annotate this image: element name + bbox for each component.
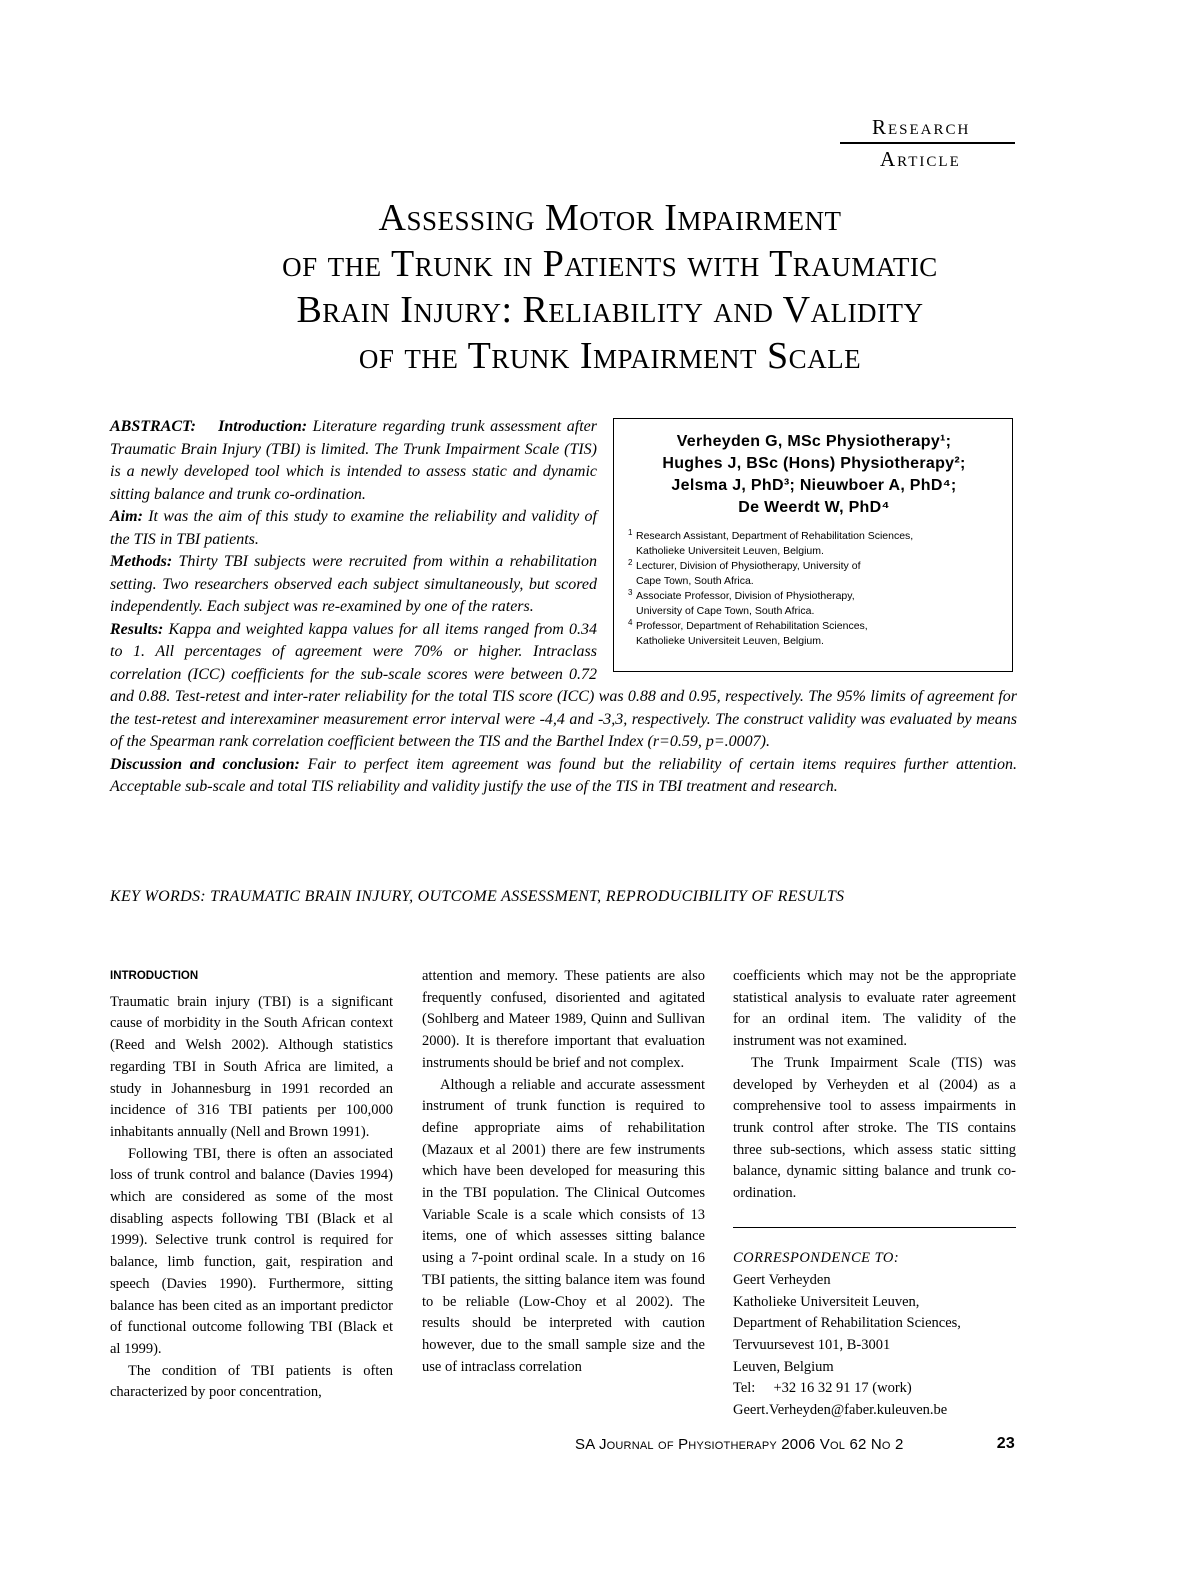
aim-label: Aim:: [110, 508, 143, 525]
page-footer: [575, 1436, 1015, 1453]
body-column-3: [733, 966, 1016, 1422]
title-line-1: Assessing Motor Impairment: [378, 197, 842, 239]
author-list: [626, 431, 1002, 519]
body-column-2: [422, 966, 705, 1378]
affiliation-number: 3: [628, 588, 633, 597]
authors-line-4: De Weerdt W, PhD⁴: [738, 499, 890, 516]
authors-line-3: Jelsma J, PhD³; Nieuwboer A, PhD⁴;: [671, 477, 957, 494]
results-text: Kappa and weighted kappa values for all items ranged from 0.34 to 1. All percentages of agreement were 70% or higher. Intraclass correlation (ICC) coefficients for the sub-scale scores were between 0.72 and 0.88. Test-retest and inter-rater reliability for the total TIS score (ICC) was 0.88 and 0.95, respectively. The 95% limits of agreement for the test-retest and interexaminer measurement error interval were -4,4 and -3,3, respectively. The construct validity was evaluated by means of the Spearman rank correlation coefficient between the TIS and the Barthel Index (r=0.59, p=.0007).: [110, 620, 1017, 750]
intro-label: Introduction:: [218, 418, 308, 435]
correspondence-tel: Tel: +32 16 32 91 17 (work): [733, 1380, 912, 1397]
correspondence-department: Department of Rehabilitation Sciences,: [733, 1315, 961, 1332]
methods-text: Thirty TBI subjects were recruited from within a rehabilitation setting. Two researchers observed each subject simultaneously, but scored independently. Each subject was re-examined by one of the raters.: [110, 553, 597, 615]
correspondence-label: CORRESPONDENCE TO:: [733, 1250, 900, 1267]
authors-line-2: Hughes J, BSc (Hons) Physiotherapy²;: [662, 455, 966, 472]
authors-line-1: Verheyden G, MSc Physiotherapy¹;: [676, 433, 952, 450]
correspondence-street: Tervuursevest 101, B-3001: [733, 1337, 891, 1354]
affiliation-line: Katholieke Universiteit Leuven, Belgium.: [636, 545, 824, 557]
paragraph: Following TBI, there is often an associated loss of trunk control and balance (Davies 1994) which are considered as some of the most disabling aspects following TBI (Black et al 1999). Selective trunk control is required for balance, limb function, gait, respiration and speech (Davies 1990). Furthermore, sitting balance has been cited as an important predictor of functional outcome following TBI (Black et al 1999).: [110, 1145, 393, 1357]
title-line-2: of the Trunk in Patients with Traumatic: [282, 243, 938, 285]
page-number: 23: [996, 1435, 1015, 1452]
affiliation-line: University of Cape Town, South Africa.: [636, 605, 815, 617]
correspondence-city: Leuven, Belgium: [733, 1358, 834, 1375]
affiliation-line: Professor, Department of Rehabilitation Sciences,: [636, 620, 868, 632]
correspondence-divider: [733, 1227, 1016, 1229]
paragraph: coefficients which may not be the appropriate statistical analysis to evaluate rater agreement for an ordinal item. The validity of the instrument was not examined.: [733, 968, 1016, 1050]
affiliation-1: [628, 528, 1002, 559]
affiliation-line: Katholieke Universiteit Leuven, Belgium.: [636, 635, 824, 647]
correspondence-name: Geert Verheyden: [733, 1271, 831, 1288]
affiliation-number: 1: [628, 528, 633, 537]
affiliation-line: Lecturer, Division of Physiotherapy, University of: [636, 560, 861, 572]
affiliation-line: Associate Professor, Division of Physiotherapy,: [636, 590, 855, 602]
methods-label: Methods:: [110, 553, 173, 570]
author-box: [613, 418, 1013, 672]
discussion-text: Fair to perfect item agreement was found but the reliability of certain items requires further attention. Acceptable sub-scale and total TIS reliability and validity justify the use of the TIS in TBI treatment and research.: [110, 755, 1018, 795]
article-title: [100, 195, 1120, 379]
results-label: Results:: [110, 620, 164, 638]
title-line-3: Brain Injury: Reliability and Validity: [296, 289, 924, 331]
paragraph: Although a reliable and accurate assessment instrument of trunk function is required to define appropriate aims of rehabilitation (Mazaux et al 2001) there are few instruments which have been developed for measuring this in the TBI population. The Clinical Outcomes Variable Scale is a scale which consists of 13 items, one of which assesses sitting balance using a 7-point ordinal scale. In a study on 16 TBI patients, the sitting balance item was found to be reliable (Low-Choy et al 2002). The results should be interpreted with caution however, due to the small sample size and the use of intraclass correlation: [422, 1076, 705, 1375]
section-tag-line2: Article: [880, 147, 961, 171]
affiliation-4: [628, 618, 1002, 649]
correspondence-institution: Katholieke Universiteit Leuven,: [733, 1293, 920, 1310]
paragraph: attention and memory. These patients are also frequently confused, disoriented and agitated (Sohlberg and Mateer 1989, Quinn and Sullivan 2000). It is therefore important that evaluation instruments should be brief and not complex.: [422, 968, 705, 1071]
paragraph: Traumatic brain injury (TBI) is a significant cause of morbidity in the South African context (Reed and Welsh 2002). Although statistics regarding TBI in South Africa are limited, a study in Johannesburg in 1991 recorded an incidence of 316 TBI patients per 100,000 inhabitants annually (Nell and Brown 1991).: [110, 993, 393, 1140]
affiliation-number: 2: [628, 558, 633, 567]
section-heading-introduction: INTRODUCTION: [110, 970, 199, 982]
section-rule: [840, 142, 1015, 144]
journal-name: SA Journal of Physiotherapy 2006 Vol 62 No 2: [575, 1436, 904, 1453]
affiliation-2: [628, 558, 1002, 589]
paragraph: The condition of TBI patients is often characterized by poor concentration,: [110, 1362, 393, 1401]
affiliation-line: Cape Town, South Africa.: [636, 575, 754, 587]
affiliation-3: [628, 588, 1002, 619]
section-tag-line1: Research: [872, 115, 971, 139]
paragraph: The Trunk Impairment Scale (TIS) was developed by Verheyden et al (2004) as a comprehensive tool to assess impairments in trunk control after stroke. The TIS contains three sub-sections, which assess static sitting balance, dynamic sitting balance and trunk co-ordination.: [733, 1054, 1016, 1202]
intro-text: Literature regarding trunk assessment after Traumatic Brain Injury (TBI) is limited. The Trunk Impairment Scale (TIS) is a newly developed tool which is intended to assess static and dynamic sitting balance and trunk co-ordination.: [110, 418, 597, 503]
abstract-discussion: [110, 754, 1017, 799]
correspondence-block: [733, 1248, 1016, 1422]
discussion-label: Discussion and conclusion:: [110, 755, 300, 773]
affiliation-number: 4: [628, 618, 633, 627]
title-line-4: of the Trunk Impairment Scale: [358, 335, 862, 377]
abstract-label: ABSTRACT:: [110, 418, 196, 435]
body-column-1: [110, 966, 393, 1404]
aim-text: It was the aim of this study to examine the reliability and validity of the TIS in TBI patients.: [110, 508, 597, 548]
correspondence-email[interactable]: Geert.Verheyden@faber.kuleuven.be: [733, 1402, 948, 1419]
affiliation-line: Research Assistant, Department of Rehabilitation Sciences,: [636, 530, 914, 542]
keywords: KEY WORDS: TRAUMATIC BRAIN INJURY, OUTCOME ASSESSMENT, REPRODUCIBILITY OF RESULTS: [110, 888, 845, 905]
